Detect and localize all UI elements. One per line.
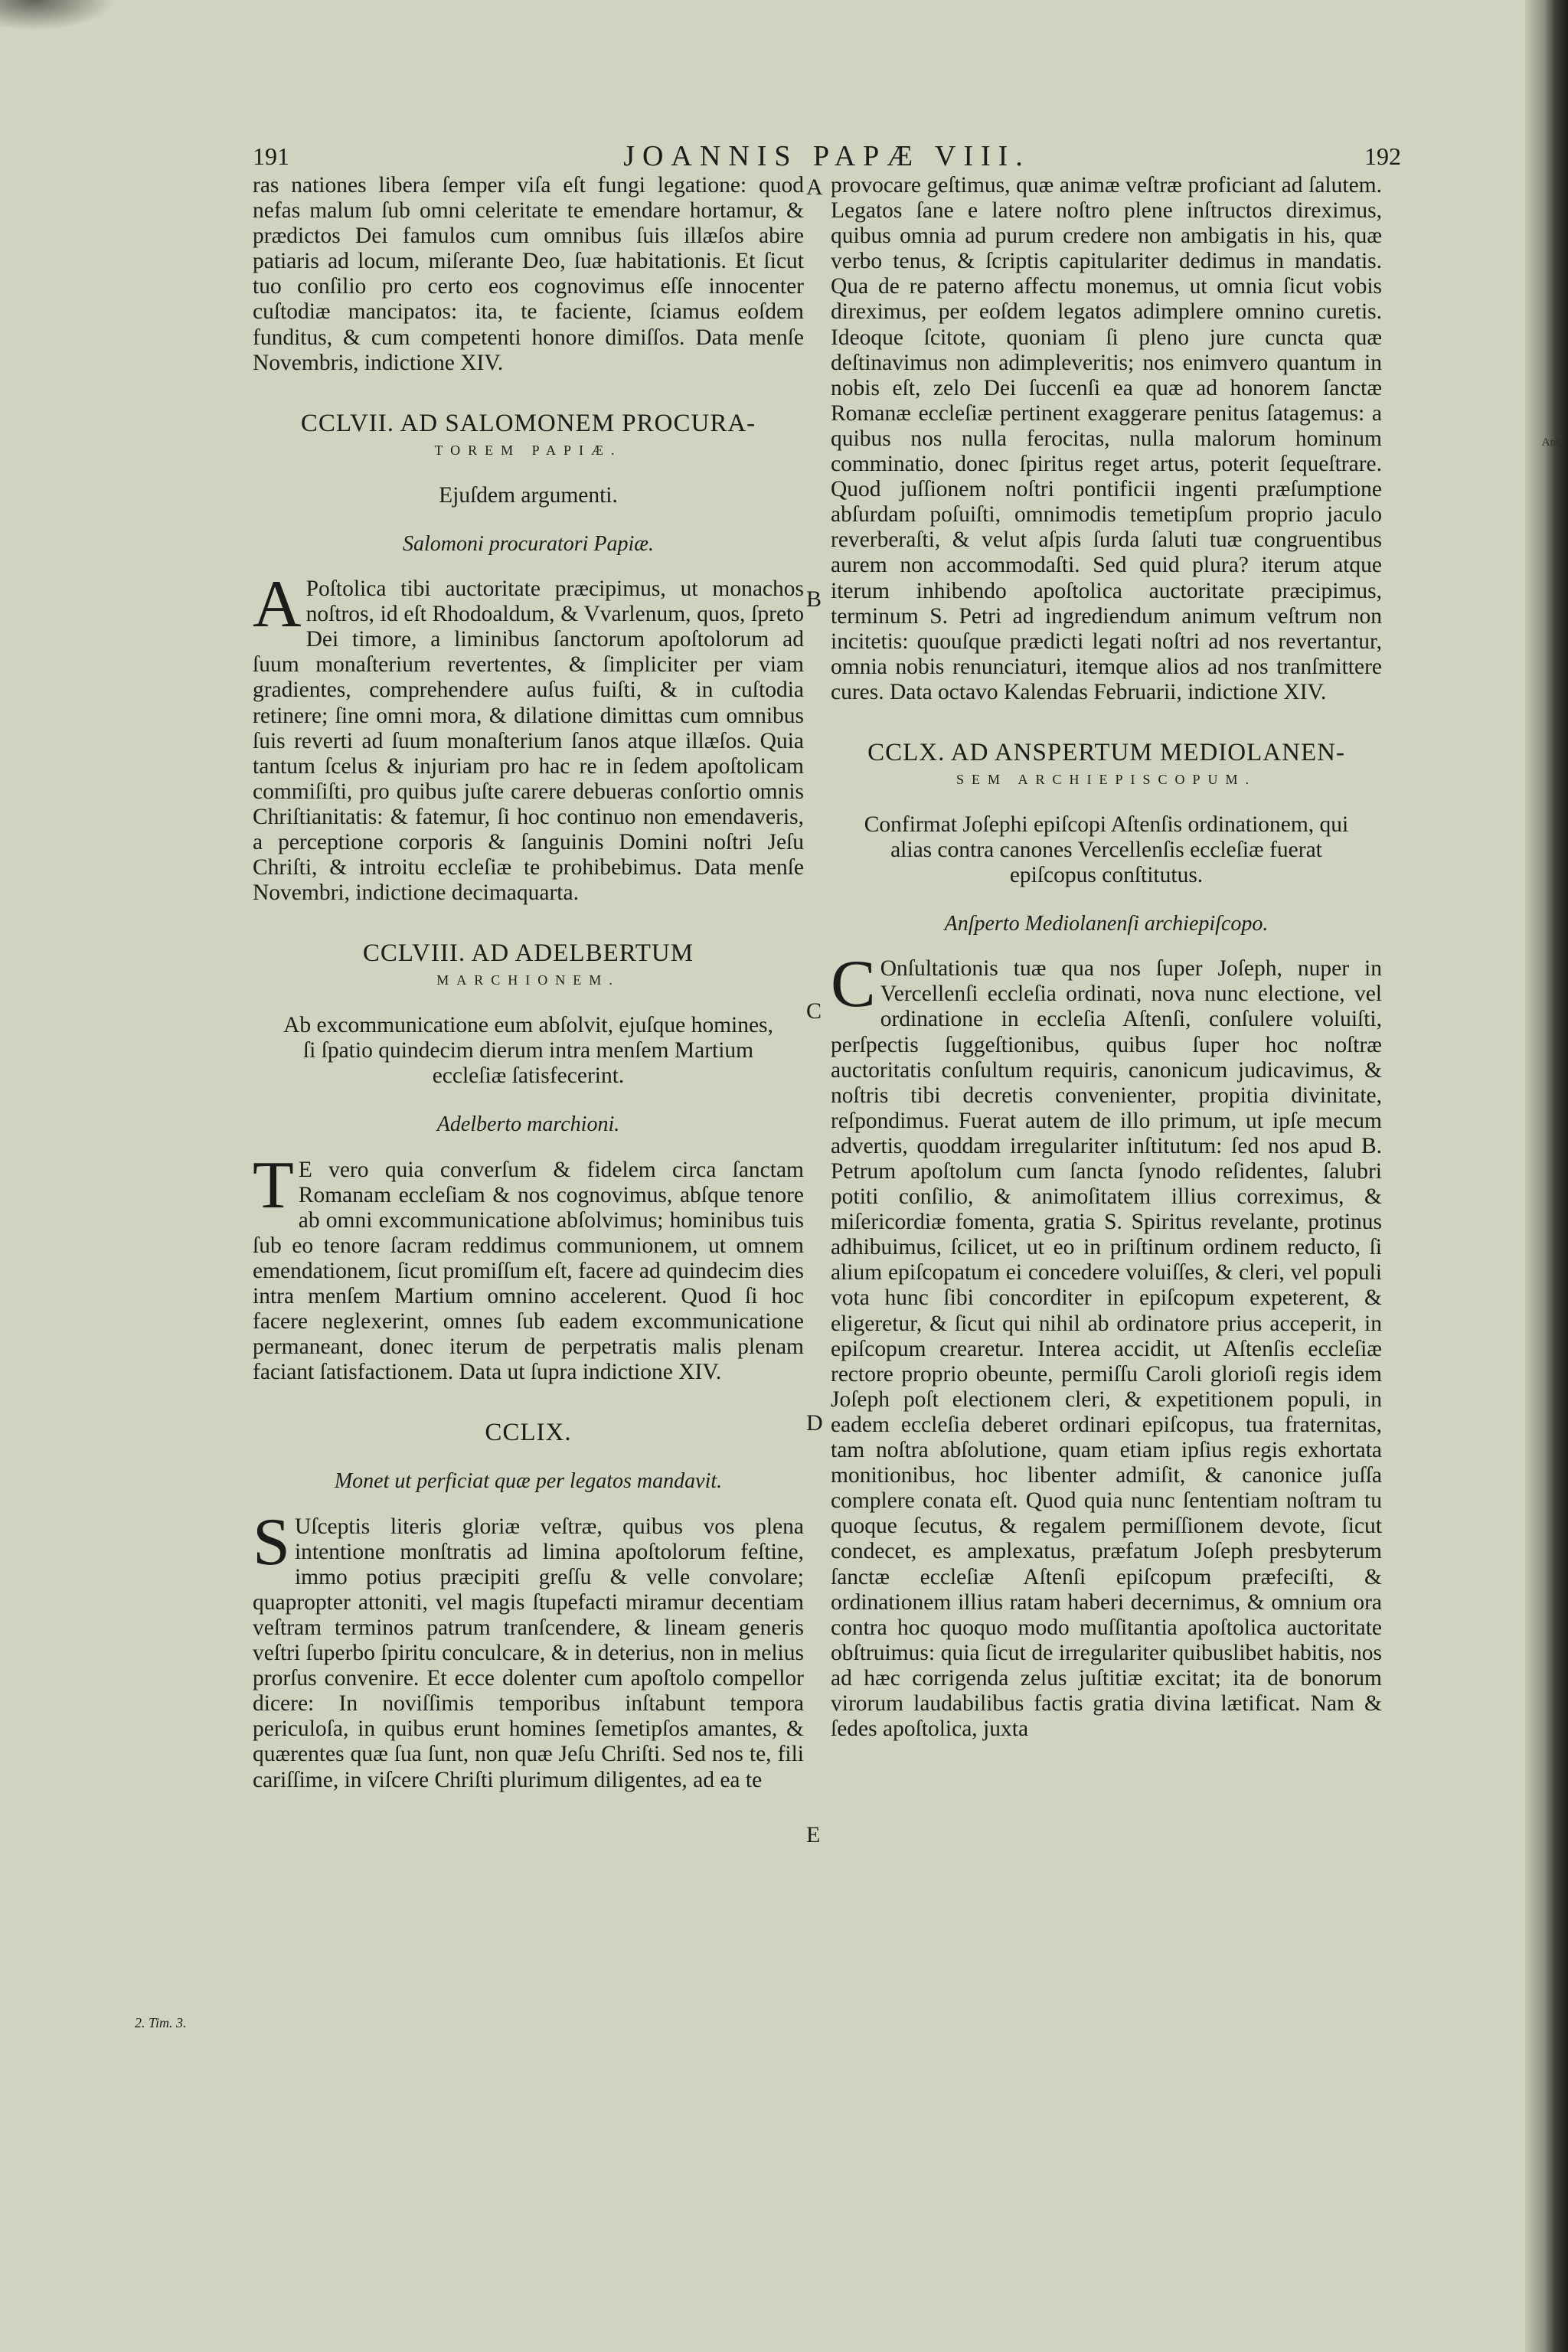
drop-cap: C xyxy=(831,947,876,1022)
margin-citation: 2. Tim. 3. xyxy=(135,2015,187,2030)
gutter-letter-b: B xyxy=(806,586,822,612)
letter-summary-260: Confirmat Joſephi epiſcopi Aſtenſis ordinationem, qui alias contra canones Vercellenſis eccleſiæ fuerat epiſcopus conſtitutus. xyxy=(864,812,1349,888)
letter-salutation-258: Adelberto marchioni. xyxy=(436,1112,620,1137)
scan-shadow xyxy=(0,0,115,31)
letter-summary-258: Ab excommunicatione eum abſolvit, ejuſque homines, ſi ſpatio quindecim dierum intra menſem Martium eccleſiæ ſatisfecerint. xyxy=(283,1013,773,1089)
gutter-letter-c: C xyxy=(806,998,822,1024)
letter-body-259: S Uſceptis literis gloriæ veſtræ, quibus vos plena intentione monſtratis ad limina apoſtolorum feſtine, immo potius præcipiti greſſu & velle convolare; quapropter attoniti, vel magis ſtupefacti miramur decentiam veſtram terminos patrum tranſcendere, & lineam generis veſtri ſuperbo ſpiritu conculcare, & in deterius, non in melius prorſus convenire. Et ecce dolenter cum apoſtolo compellor dicere: In noviſſimis temporibus inſtabunt tempora periculoſa, in quibus erunt homines ſemetipſos amantes, & quærentes quæ ſua ſunt, non quæ Jeſu Chriſti. Sed nos te, fili cariſſime, in viſcere Chriſti plurimum diligentes, ad ea te xyxy=(253,1504,804,1792)
continued-text: provocare geſtimus, quæ animæ veſtræ proficiant ad ſalutem. Legatos ſane e latere noſtro plene inſtructos direximus, quibus omnia ad purum credere non ambigatis in his, quæ verbo tenus, & ſcriptis capitulariter dedimus in mandatis. Qua de re paterno affectu monemus, ut omnia ſicut vobis direximus, per eoſdem legatos adimplere omnino curetis. Ideoque ſcitote, quoniam ſi pleno jure cuncta quæ deſtinavimus non adimpleveritis; nos enimvero quantum in nobis eſt, zelo Dei ſuccenſi ea quæ ad honorem ſanctæ Romanæ eccleſiæ pertinent exaggerare penitus ſatagemus: a quibus nos nulla ferocitas, nulla malorum hominum comminatio, donec ſpiritus reget artus, poterit ſequeſtrare. Quod juſſionem noſtri pontificii ingenti præſumptione abſurdam poſuiſti, omnimodis temetipſum proprio jaculo reverberaſti, & velut aſpis ſurda ſaluti tuæ congruentibus aurem non accommodaſti. Sed quid plura? iterum atque iterum inhibendo apoſtolica auctoritate præcipimus, terminum S. Petri ad ingrediendum animum veſtrum non incitetis: quouſque prædicti legati noſtri ad nos revertantur, omnia nobis renunciaturi, itemque alios ad nos tranſmittere cures. Data octavo Kalendas Februarii, indictione XIV. xyxy=(831,173,1382,704)
drop-cap: T xyxy=(253,1148,294,1223)
letter-heading-260: CCLX. AD ANSPERTUM MEDIOLANEN- xyxy=(867,738,1345,766)
drop-cap: A xyxy=(253,567,302,642)
letter-summary-257: Ejuſdem argumenti. xyxy=(439,482,618,508)
page-number-right: 192 xyxy=(1364,142,1401,170)
left-column xyxy=(253,173,804,1793)
letter-heading-sub-260: SEM ARCHIEPISCOPUM. xyxy=(956,772,1257,788)
edge-note: AnC xyxy=(1541,436,1563,449)
letter-body-260: C Onſultationis tuæ qua nos ſuper Joſeph, nuper in Vercellenſi eccleſia ordinati, nova nunc electione, vel ordinatione in eccleſia Aſtenſi, conſulere voluiſti, perſpectis ſuggeſtionibus, quibus ſuper hoc noſtræ auctoritatis conſultum requiris, canonicum judicavimus, & noſtris tibi decretis convenienter, propitia divinitate, reſpondimus. Fuerat autem de illo primum, ut ipſe mecum advertis, quoddam irregulariter inſtitutum: ſed nos apud B. Petrum apoſtolum cum ſancta ſynodo reſidentes, ſalubri potiti conſilio, & animoſitatem illius correximus, & miſericordiæ fomenta, gratia S. Spiritus revelante, protinus adhibuimus, ſcilicet, ut eo in priſtinum ordinem reducto, ſi alium epiſcopatum ei concedere voluiſſes, & cleri, vel populi vota hunc ſibi concorditer in epiſcopum expeterent, & eligeretur, & ſicut qui nihil ab ordinatore prius acceperit, in epiſcopum crearetur. Interea accidit, ut Aſtenſis eccleſiæ rectore proprio obeunte, permiſſu Caroli glorioſi regis idem Joſeph poſt electionem cleri, & expetitionem populi, in eadem eccleſia deberet ordinari epiſcopus, tua fraternitas, tam noſtra abſolutione, quam etiam ipſius regis exhortata monitionibus, hoc libenter admiſit, & canonice juſſa complere conata eſt. Quod quia nunc ſententiam noſtram tu quoque ſecutus, & regalem permiſſionem devote, ſicut condecet, es amplexatus, præfatum Joſeph presbyterum ſanctæ eccleſiæ Aſtenſi epiſcopum præfeciſti, & ordinationem illius ratam haberi decernimus, & omnium ora contra hoc quoquo modo muſſitantia apoſtolica auctoritate obſtruimus: quia ſicut de irregulariter quibuslibet habitis, nos ad hæc corrigenda zelus juſtitiæ excitat; ita de bonorum virorum laudabilibus factis gratia divina lætificat. Nam & ſedes apoſtolica, juxta xyxy=(831,947,1382,1742)
letter-heading-sub-258: MARCHIONEM. xyxy=(436,972,620,988)
letter-heading-259: CCLIX. xyxy=(485,1419,572,1447)
gutter-letter-a: A xyxy=(806,175,823,200)
letter-heading-258: CCLVIII. AD ADELBERTUM xyxy=(362,939,694,968)
drop-cap: S xyxy=(253,1504,290,1579)
gutter-letter-e: E xyxy=(806,1822,821,1847)
running-title: JOANNIS PAPÆ VIII. xyxy=(623,140,1031,172)
letter-heading-257: CCLVII. AD SALOMONEM PROCURA- xyxy=(300,409,756,437)
letter-salutation-260: Anſperto Mediolanenſi archiepiſcopo. xyxy=(944,912,1269,936)
page-number-left: 191 xyxy=(253,142,289,170)
letter-body-258: T E vero quia converſum & fidelem circa ſanctam Romanam eccleſiam & nos cognovimus, abſque tenore ab omni excommunicatione abſolvimus; hominibus tuis ſub eo tenore ſacram reddimus communionem, ut omnem emendationem, ſicut promiſſum eſt, facere ad quindecim dies intra menſem Martium omnino accelerent. Quod ſi hoc facere neglexerint, omnes ſub eadem excommunicatione permaneant, donec iterum de perpetratis malis plenam faciant ſatisfactionem. Data ut ſupra indictione XIV. xyxy=(253,1148,804,1385)
right-column xyxy=(831,173,1382,1742)
letter-heading-sub-257: TOREM PAPIÆ. xyxy=(434,442,622,458)
letter-body-257: A Poſtolica tibi auctoritate præcipimus, ut monachos noſtros, id eſt Rhodoaldum, & Vvarlenum, quos, ſpreto Dei timore, a liminibus ſanctorum apoſtolorum ad ſuum monaſterium revertentes, & ſimpliciter per viam gradientes, comprehendere auſus fuiſti, & in cuſtodia retinere; ſine omni mora, & dilatione dimittas cum omnibus ſuis reverti ad ſuum monaſterium ſanos atque illæſos. Quia tantum ſcelus & injuriam pro hac re in ſedem apoſtolicam commiſiſti, pro quibus juſte carere debueras conſortio omnis Chriſtianitatis: & fatemur, ſi hoc continuo non emendaveris, a perceptione corporis & ſanguinis Domini noſtri Jeſu Chriſti, & introitu eccleſiæ te prohibebimus. Data menſe Novembri, indictione decimaquarta. xyxy=(253,567,804,906)
page-edge xyxy=(1525,0,1568,2352)
letter-salutation-257: Salomoni procuratori Papiæ. xyxy=(403,531,654,556)
continued-text: ras nationes libera ſemper viſa eſt fungi legatione: quod nefas malum ſub omni celeritate te emendare hortamur, & prædictos Dei famulos cum omnibus ſuis illæſos abire patiaris ad locum, miſerante Deo, ſuæ habitationis. Et ſicut tuo conſilio pro certo eos cognovimus eſſe innocenter cuſtodiæ mancipatos: ita, te faciente, ſciamus eoſdem funditus, & cum competenti honore dimiſſos. Data menſe Novembris, indictione XIV. xyxy=(253,173,804,375)
gutter-letter-d: D xyxy=(806,1410,823,1436)
letter-salutation-259: Monet ut perficiat quæ per legatos mandavit. xyxy=(334,1469,723,1494)
